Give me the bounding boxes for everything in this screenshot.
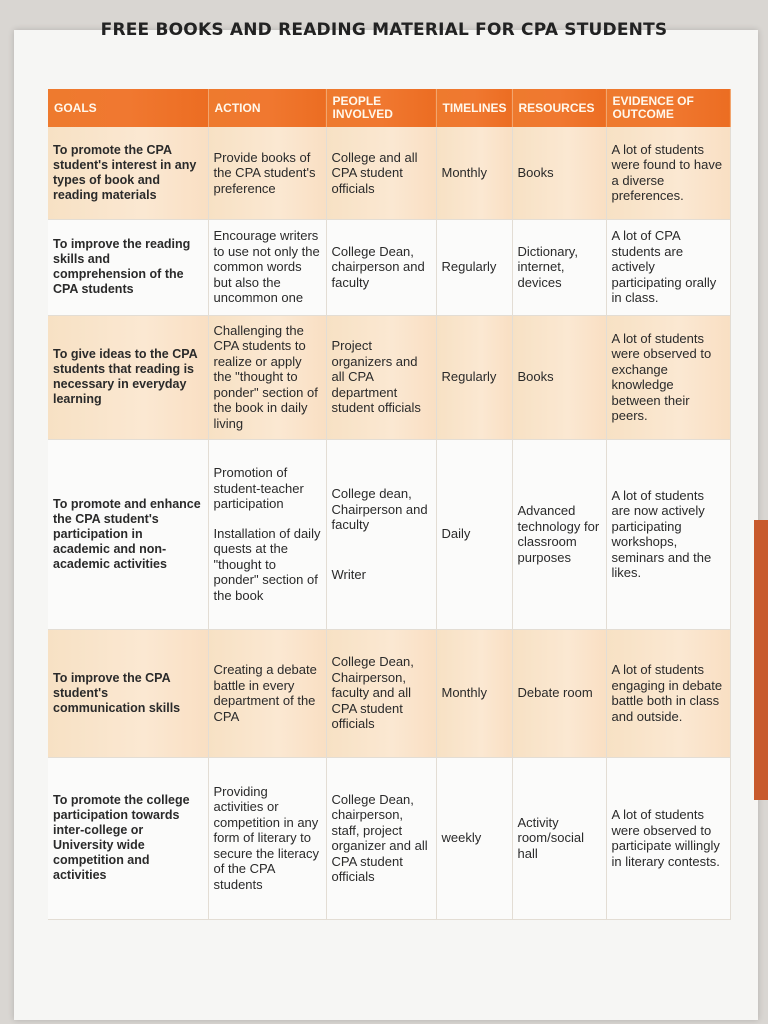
table-row [48,629,730,757]
resources-cell: Dictionary, internet, devices [512,219,606,315]
timeline-cell: Daily [436,439,512,629]
header-timelines: TIMELINES [436,89,512,127]
resources-cell: Activity room/social hall [512,757,606,919]
action-cell: Provide books of the CPA student's preference [208,127,326,219]
action-line: Promotion of student-teacher participation [213,465,304,511]
resources-cell: Debate room [512,629,606,757]
header-evidence: EVIDENCE OF OUTCOME [606,89,730,127]
people-cell: Project organizers and all CPA department student officials [326,315,436,439]
people-line: Writer [331,566,366,582]
table-row [48,439,730,629]
table-row [48,757,730,919]
action-cell: Challenging the CPA students to realize or apply the "thought to ponder" section of the book in daily living [208,315,326,439]
timeline-cell: weekly [436,757,512,919]
header-action: ACTION [208,89,326,127]
action-cell: Creating a debate battle in every department of the CPA [208,629,326,757]
table-row [48,315,730,439]
action-line: Installation of daily quests at the "thought to ponder" section of the book [213,525,321,603]
evidence-cell: A lot of students are now actively participating workshops, seminars and the likes. [606,439,730,629]
timeline-cell: Monthly [436,629,512,757]
timeline-cell: Regularly [436,315,512,439]
table-row [48,219,730,315]
evidence-cell: A lot of students were observed to participate willingly in literary contests. [606,757,730,919]
goal-cell: To promote and enhance the CPA student's participation in academic and non-academic activities [48,439,208,629]
header-row [48,89,730,127]
people-cell: College Dean, Chairperson, faculty and all CPA student officials [326,629,436,757]
timeline-cell: Regularly [436,219,512,315]
header-people: PEOPLE INVOLVED [326,89,436,127]
evidence-cell: A lot of students were observed to exchange knowledge between their peers. [606,315,730,439]
goal-cell: To promote the college participation towards inter-college or University wide competition and activities [48,757,208,919]
table-row [48,127,730,219]
header-goals: GOALS [48,89,208,127]
resources-cell: Books [512,127,606,219]
people-line: College dean, Chairperson and faculty [331,486,428,532]
header-resources: RESOURCES [512,89,606,127]
people-cell: College Dean, chairperson and faculty [326,219,436,315]
goal-cell: To improve the CPA student's communication skills [48,629,208,757]
action-cell [208,439,326,629]
goal-cell: To promote the CPA student's interest in any types of book and reading materials [48,127,208,219]
action-cell: Providing activities or competition in any form of literary to secure the literacy of the CPA students [208,757,326,919]
plan-table [48,89,731,920]
people-cell: College Dean, chairperson, staff, project organizer and all CPA student officials [326,757,436,919]
resources-cell: Books [512,315,606,439]
people-cell: College and all CPA student officials [326,127,436,219]
timeline-cell: Monthly [436,127,512,219]
document-title: FREE BOOKS AND READING MATERIAL FOR CPA STUDENTS [100,20,668,40]
evidence-cell: A lot of CPA students are actively participating orally in class. [606,219,730,315]
goal-cell: To give ideas to the CPA students that reading is necessary in everyday learning [48,315,208,439]
evidence-cell: A lot of students were found to have a diverse preferences. [606,127,730,219]
goal-cell: To improve the reading skills and comprehension of the CPA students [48,219,208,315]
evidence-cell: A lot of students engaging in debate battle both in class and outside. [606,629,730,757]
action-cell: Encourage writers to use not only the common words but also the uncommon one [208,219,326,315]
background-edge [754,520,768,800]
people-cell [326,439,436,629]
resources-cell: Advanced technology for classroom purposes [512,439,606,629]
